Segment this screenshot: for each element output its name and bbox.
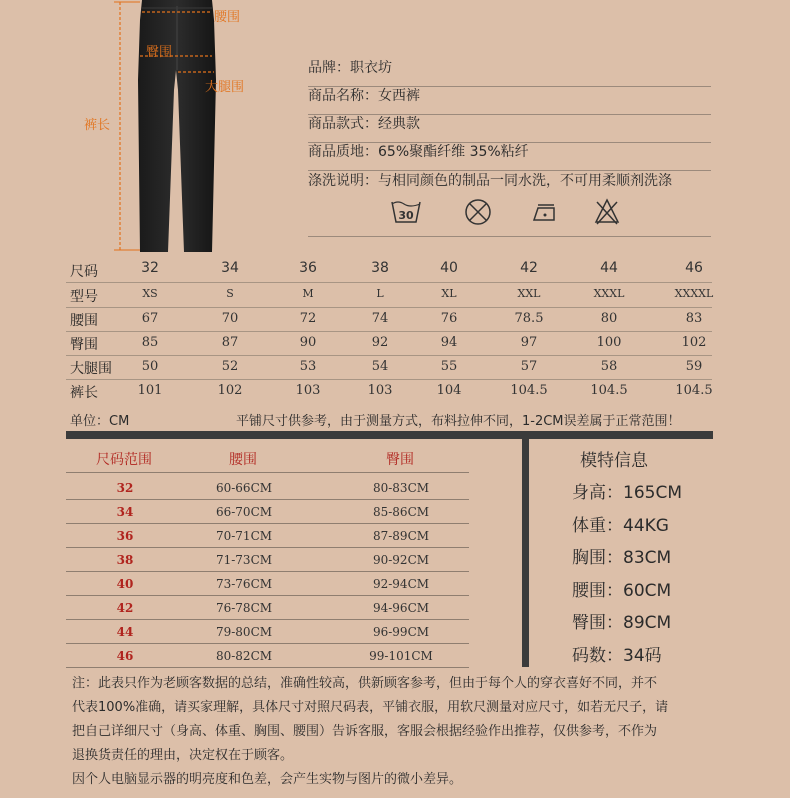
disclaimer: 平铺尺寸供参考，由于测量方式，布料拉伸不同，1-2CM误差属于正常范围！ xyxy=(236,414,681,429)
waist-annotation: 腰围 xyxy=(214,10,241,25)
size-table-row xyxy=(66,331,712,356)
range-cell-waist: 60-66CM xyxy=(215,481,273,495)
size-cell: 87 xyxy=(221,335,239,350)
range-table-row xyxy=(66,572,469,596)
range-header-size: 尺码范围 xyxy=(96,452,152,468)
size-cell: 104.5 xyxy=(675,383,713,398)
size-cell: S xyxy=(226,287,234,300)
size-table-row xyxy=(66,283,712,308)
range-cell-waist: 76-78CM xyxy=(215,601,273,615)
range-cell-hip: 92-94CM xyxy=(372,577,430,591)
size-cell: 67 xyxy=(141,311,159,326)
note-line: 退换货责任的理由，决定权在于顾客。 xyxy=(72,748,294,763)
hip-annotation: 臀围 xyxy=(146,45,173,60)
range-cell-size: 34 xyxy=(116,505,134,519)
size-cell: 83 xyxy=(685,311,703,326)
model-info-line: 腰围：60CM xyxy=(572,580,672,601)
unit-label: 单位：CM xyxy=(70,414,130,429)
size-cell: 55 xyxy=(440,359,458,374)
iron-low-icon xyxy=(534,205,554,220)
size-cell: XL xyxy=(441,287,457,300)
range-cell-hip: 94-96CM xyxy=(372,601,430,615)
size-cell: 101 xyxy=(137,383,163,398)
note-line: 把自己详细尺寸（身高、体重、胸围、腰围）告诉客服，客服会根据经验作出推荐，仅供参考，不作为 xyxy=(72,724,658,739)
length-annotation: 裤长 xyxy=(84,118,111,133)
model-info-line: 胸围：83CM xyxy=(572,548,672,568)
size-cell: XXXXL xyxy=(674,287,714,300)
note-line: 因个人电脑显示器的明亮度和色差，会产生实物与图片的微小差异。 xyxy=(72,772,463,787)
size-cell: 36 xyxy=(299,260,317,276)
model-info-line: 体重：44KG xyxy=(572,515,669,536)
size-table-row xyxy=(66,307,712,332)
size-cell: 104 xyxy=(436,383,462,398)
range-cell-waist: 70-71CM xyxy=(215,529,273,543)
size-cell: 76 xyxy=(440,311,458,326)
info-care: 涤洗说明：与相同颜色的制品一同水洗，不可用柔顺剂洗涤 xyxy=(308,173,672,189)
range-header-line xyxy=(66,472,469,473)
size-table-row xyxy=(66,355,712,380)
size-cell: M xyxy=(302,287,314,300)
range-table-row xyxy=(66,476,469,500)
range-cell-waist: 66-70CM xyxy=(215,505,273,519)
size-cell: 78.5 xyxy=(514,311,544,326)
range-cell-size: 40 xyxy=(116,577,134,591)
size-cell: 94 xyxy=(440,335,458,350)
range-table-row xyxy=(66,644,469,668)
size-cell: XXL xyxy=(517,287,541,300)
size-cell: 85 xyxy=(141,335,159,350)
no-tumble-dry-icon xyxy=(466,200,490,224)
size-cell: 32 xyxy=(141,260,159,276)
range-cell-hip: 85-86CM xyxy=(372,505,430,519)
care-divider xyxy=(308,236,711,237)
size-cell: 92 xyxy=(371,335,389,350)
size-cell: 46 xyxy=(685,260,703,276)
range-cell-hip: 87-89CM xyxy=(372,529,430,543)
size-cell: 53 xyxy=(299,359,317,374)
info-name: 商品名称：女西裤 xyxy=(308,86,711,115)
size-cell: L xyxy=(376,287,384,300)
size-table-row xyxy=(66,379,712,403)
size-cell: 103 xyxy=(367,383,393,398)
range-header-waist: 腰围 xyxy=(229,452,257,468)
no-bleach-icon xyxy=(596,200,618,224)
range-cell-size: 46 xyxy=(116,649,134,663)
range-cell-waist: 71-73CM xyxy=(215,553,273,567)
size-cell: 80 xyxy=(600,311,618,326)
size-cell: 44 xyxy=(600,260,618,276)
size-cell: 103 xyxy=(295,383,321,398)
size-cell: 102 xyxy=(217,383,243,398)
range-cell-size: 36 xyxy=(116,529,134,543)
size-cell: 97 xyxy=(520,335,538,350)
size-table-row xyxy=(66,258,712,283)
info-brand: 品牌：职衣坊 xyxy=(308,58,711,87)
size-row-label: 尺码 xyxy=(70,264,98,280)
range-table-row xyxy=(66,500,469,524)
size-cell: 104.5 xyxy=(590,383,628,398)
range-cell-waist: 73-76CM xyxy=(215,577,273,591)
info-material: 商品质地：65%聚酯纤维 35%粘纤 xyxy=(308,142,711,171)
size-cell: 42 xyxy=(520,260,538,276)
range-header-hip: 臀围 xyxy=(386,452,414,468)
range-cell-size: 42 xyxy=(116,601,134,615)
model-info-line: 身高：165CM xyxy=(572,483,682,503)
size-row-label: 裤长 xyxy=(70,385,98,401)
range-cell-size: 38 xyxy=(116,553,134,567)
range-table-row xyxy=(66,620,469,644)
size-cell: 59 xyxy=(685,359,703,374)
size-cell: 58 xyxy=(600,359,618,374)
range-table-row xyxy=(66,524,469,548)
wash-30-icon xyxy=(392,202,420,222)
care-icons xyxy=(390,196,630,228)
size-cell: 57 xyxy=(520,359,538,374)
size-row-label: 大腿围 xyxy=(70,361,112,377)
size-cell: 34 xyxy=(221,260,239,276)
size-row-label: 型号 xyxy=(70,289,98,305)
size-cell: 52 xyxy=(221,359,239,374)
size-cell: 40 xyxy=(440,260,458,276)
model-title: 模特信息 xyxy=(580,451,648,471)
range-table-row xyxy=(66,548,469,572)
size-cell: 50 xyxy=(141,359,159,374)
range-cell-waist: 79-80CM xyxy=(215,625,273,639)
range-cell-hip: 90-92CM xyxy=(372,553,430,567)
section-divider xyxy=(66,431,713,439)
size-cell: 74 xyxy=(371,311,389,326)
size-cell: 102 xyxy=(681,335,707,350)
model-info-line: 码数：34码 xyxy=(572,645,662,666)
range-table-row xyxy=(66,596,469,620)
range-cell-size: 32 xyxy=(116,481,134,495)
info-style: 商品款式：经典款 xyxy=(308,114,711,143)
range-cell-waist: 80-82CM xyxy=(215,649,273,663)
size-cell: XXXL xyxy=(593,287,625,300)
note-line: 注：此表只作为老顾客数据的总结，准确性较高，供新顾客参考，但由于每个人的穿衣喜好不同，并不 xyxy=(72,676,658,691)
thigh-annotation: 大腿围 xyxy=(205,80,245,95)
range-cell-hip: 80-83CM xyxy=(372,481,430,495)
model-info-line: 臀围：89CM xyxy=(572,613,672,633)
range-cell-hip: 99-101CM xyxy=(369,649,433,663)
size-cell: 90 xyxy=(299,335,317,350)
size-cell: 38 xyxy=(371,260,389,276)
size-row-label: 臀围 xyxy=(70,337,98,353)
size-cell: 54 xyxy=(371,359,389,374)
range-cell-hip: 96-99CM xyxy=(372,625,430,639)
size-cell: 104.5 xyxy=(510,383,548,398)
size-cell: 70 xyxy=(221,311,239,326)
size-cell: XS xyxy=(142,287,158,300)
note-line: 代表100%准确，请买家理解，具体尺寸对照尺码表，平铺衣服，用软尺测量对应尺寸，如若无尺子，请 xyxy=(72,700,669,715)
size-row-label: 腰围 xyxy=(70,313,98,329)
size-cell: 100 xyxy=(596,335,622,350)
wash-temp: 30 xyxy=(398,209,414,222)
size-cell: 72 xyxy=(299,311,317,326)
vertical-divider xyxy=(522,438,529,667)
range-cell-size: 44 xyxy=(116,625,134,639)
